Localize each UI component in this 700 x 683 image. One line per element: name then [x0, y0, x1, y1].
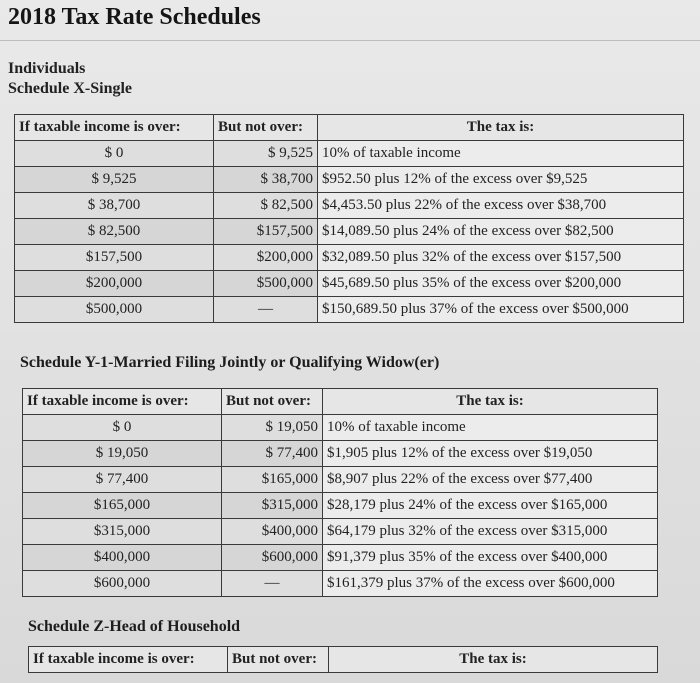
table-header-row [29, 647, 658, 673]
cell-tax: $91,379 plus 35% of the excess over $400,000 [323, 545, 658, 571]
cell-not-over: $400,000 [222, 519, 323, 545]
cell-over: $500,000 [15, 297, 214, 323]
cell-not-over: $157,500 [214, 219, 318, 245]
cell-not-over: $315,000 [222, 493, 323, 519]
cell-not-over: $600,000 [222, 545, 323, 571]
table-row [23, 571, 658, 597]
cell-tax: $1,905 plus 12% of the excess over $19,050 [323, 441, 658, 467]
table-row [15, 193, 684, 219]
table-row [15, 271, 684, 297]
column-header-tax: The tax is: [318, 115, 684, 141]
cell-tax: $64,179 plus 32% of the excess over $315,000 [323, 519, 658, 545]
table-row [15, 141, 684, 167]
cell-over: $600,000 [23, 571, 222, 597]
schedule-z-table [28, 646, 658, 673]
page-title: 2018 Tax Rate Schedules [8, 4, 261, 30]
cell-tax: $14,089.50 plus 24% of the excess over $82,500 [318, 219, 684, 245]
cell-not-over: $ 38,700 [214, 167, 318, 193]
cell-tax: $161,379 plus 37% of the excess over $600,000 [323, 571, 658, 597]
column-header-over: If taxable income is over: [23, 389, 222, 415]
cell-tax: $4,453.50 plus 22% of the excess over $38,700 [318, 193, 684, 219]
schedule-z-title: Schedule Z-Head of Household [28, 618, 241, 635]
cell-over: $ 38,700 [15, 193, 214, 219]
table-row [23, 545, 658, 571]
cell-over: $ 82,500 [15, 219, 214, 245]
table-row [15, 167, 684, 193]
individuals-label: Individuals [8, 60, 86, 77]
cell-over: $165,000 [23, 493, 222, 519]
schedule-y1-title: Schedule Y-1-Married Filing Jointly or Qualifying Widow(er) [20, 354, 440, 371]
column-header-not-over: But not over: [214, 115, 318, 141]
cell-not-over: — [214, 297, 318, 323]
cell-tax: $32,089.50 plus 32% of the excess over $157,500 [318, 245, 684, 271]
cell-over: $ 77,400 [23, 467, 222, 493]
schedule-y1-table [22, 388, 658, 597]
column-header-over: If taxable income is over: [15, 115, 214, 141]
cell-not-over: $ 82,500 [214, 193, 318, 219]
cell-tax: 10% of taxable income [318, 141, 684, 167]
cell-tax: $45,689.50 plus 35% of the excess over $200,000 [318, 271, 684, 297]
cell-over: $ 9,525 [15, 167, 214, 193]
table-row [23, 441, 658, 467]
table-row [23, 519, 658, 545]
table-row [15, 297, 684, 323]
cell-over: $ 0 [23, 415, 222, 441]
cell-tax: $8,907 plus 22% of the excess over $77,400 [323, 467, 658, 493]
cell-tax: 10% of taxable income [323, 415, 658, 441]
column-header-over: If taxable income is over: [29, 647, 228, 673]
cell-over: $400,000 [23, 545, 222, 571]
cell-over: $ 0 [15, 141, 214, 167]
table-header-row [15, 115, 684, 141]
table-row [15, 219, 684, 245]
cell-over: $200,000 [15, 271, 214, 297]
cell-not-over: $500,000 [214, 271, 318, 297]
cell-not-over: $165,000 [222, 467, 323, 493]
cell-not-over: $200,000 [214, 245, 318, 271]
table-header-row [23, 389, 658, 415]
cell-over: $315,000 [23, 519, 222, 545]
table-row [23, 467, 658, 493]
cell-not-over: — [222, 571, 323, 597]
cell-not-over: $ 77,400 [222, 441, 323, 467]
cell-not-over: $ 9,525 [214, 141, 318, 167]
cell-tax: $28,179 plus 24% of the excess over $165,000 [323, 493, 658, 519]
table-row [23, 415, 658, 441]
cell-tax: $952.50 plus 12% of the excess over $9,525 [318, 167, 684, 193]
table-row [15, 245, 684, 271]
column-header-tax: The tax is: [323, 389, 658, 415]
schedule-x-title: Schedule X-Single [8, 80, 133, 97]
cell-not-over: $ 19,050 [222, 415, 323, 441]
table-row [23, 493, 658, 519]
schedule-x-table [14, 114, 684, 323]
column-header-not-over: But not over: [228, 647, 329, 673]
cell-over: $157,500 [15, 245, 214, 271]
cell-tax: $150,689.50 plus 37% of the excess over $500,000 [318, 297, 684, 323]
column-header-tax: The tax is: [329, 647, 658, 673]
column-header-not-over: But not over: [222, 389, 323, 415]
cell-over: $ 19,050 [23, 441, 222, 467]
title-divider [0, 40, 700, 41]
